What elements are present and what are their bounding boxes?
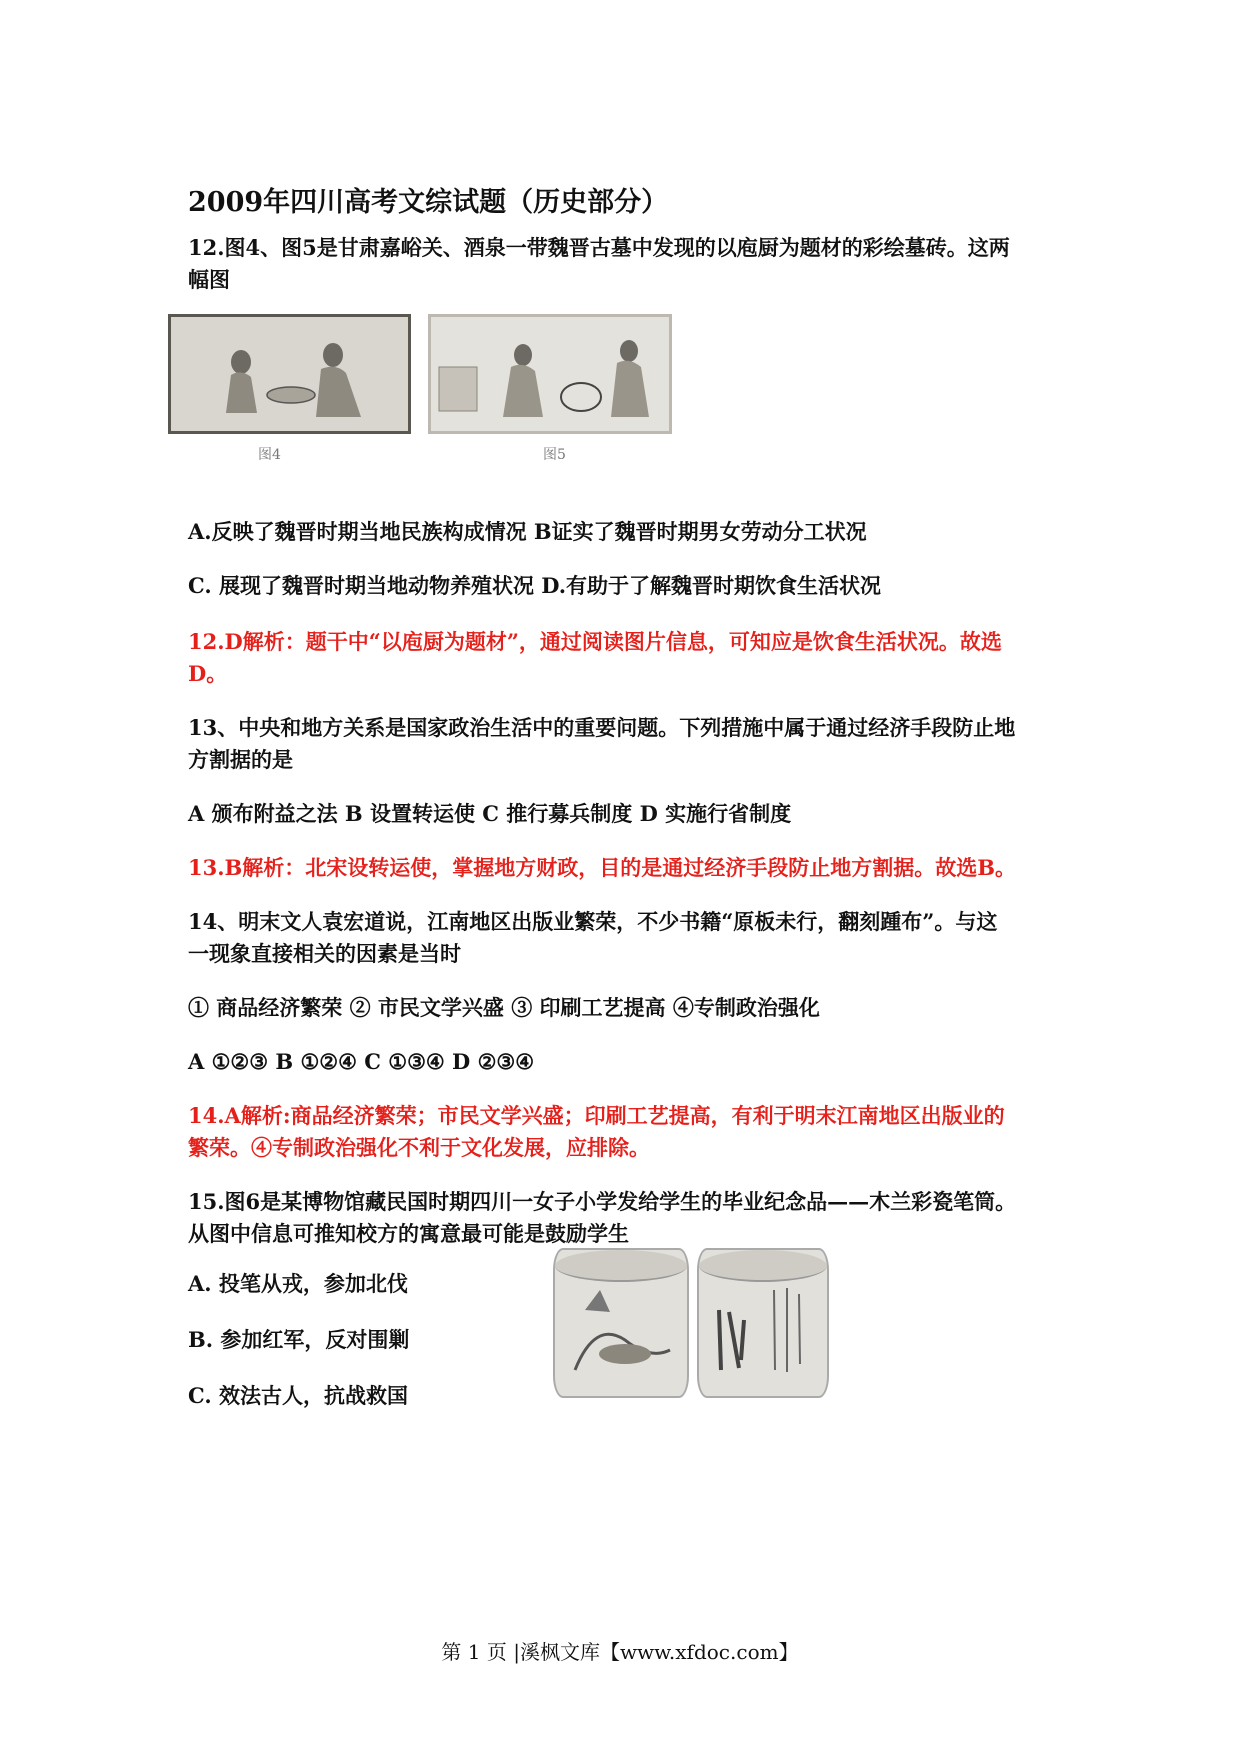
q13-stem-line1: 13、中央和地方关系是国家政治生活中的重要问题。下列措施中属于通过经济手段防止地	[188, 715, 1016, 740]
q12-stem-line1: 12.图4、图5是甘肃嘉峪关、酒泉一带魏晋古墓中发现的以庖厨为题材的彩绘墓砖。这两	[188, 235, 1010, 260]
q14-stem-line2: 一现象直接相关的因素是当时	[188, 941, 461, 966]
figure-4-image	[168, 314, 411, 434]
figure-4-drawing	[171, 317, 408, 431]
q12-answer-line1: 12.D解析：题干中“以庖厨为题材”，通过阅读图片信息，可知应是饮食生活状况。故选	[188, 629, 1002, 654]
q13-options: A 颁布附益之法 B 设置转运使 C 推行募兵制度 D 实施行省制度	[188, 801, 792, 826]
q12-options-line1: A.反映了魏晋时期当地民族构成情况 B证实了魏晋时期男女劳动分工状况	[188, 519, 867, 544]
q15-option-b: B. 参加红军，反对围剿	[188, 1327, 410, 1352]
figure-4-caption: 图4	[258, 447, 281, 463]
brush-pot-right-calligraphy	[699, 1250, 827, 1396]
q12-stem-line2: 幅图	[188, 267, 230, 292]
q14-options: A ①②③ B ①②④ C ①③④ D ②③④	[188, 1049, 535, 1074]
figure-5-image	[428, 314, 672, 434]
q14-answer-line1: 14.A解析:商品经济繁荣；市民文学兴盛；印刷工艺提高，有利于明末江南地区出版业的	[188, 1103, 1005, 1128]
q13-answer: 13.B解析：北宋设转运使，掌握地方财政，目的是通过经济手段防止地方割据。故选B。	[188, 855, 1017, 880]
q15-stem-line2: 从图中信息可推知校方的寓意最可能是鼓励学生	[188, 1221, 629, 1246]
figure-6-brush-pot-right	[697, 1248, 829, 1398]
q15-stem-line1: 15.图6是某博物馆藏民国时期四川一女子小学发给学生的毕业纪念品——木兰彩瓷笔筒。	[188, 1189, 1017, 1214]
q13-stem-line2: 方割据的是	[188, 747, 293, 772]
figure-5-caption: 图5	[543, 447, 566, 463]
figure-6-brush-pot-left	[553, 1248, 689, 1398]
page-title: 2009年四川高考文综试题（历史部分）	[188, 187, 669, 218]
figure-5-drawing	[431, 317, 669, 431]
q14-answer-line2: 繁荣。④专制政治强化不利于文化发展，应排除。	[188, 1135, 650, 1160]
q15-option-a: A. 投笔从戎，参加北伐	[188, 1271, 408, 1296]
q12-answer-line2: D。	[188, 661, 228, 686]
q12-options-line2: C. 展现了魏晋时期当地动物养殖状况 D.有助于了解魏晋时期饮食生活状况	[188, 573, 882, 598]
q15-option-c: C. 效法古人，抗战救国	[188, 1383, 408, 1408]
q14-stem-line1: 14、明末文人袁宏道说，江南地区出版业繁荣，不少书籍“原板未行，翻刻踵布”。与这	[188, 909, 998, 934]
page-footer: 第 1 页 |溪枫文库【www.xfdoc.com】	[441, 1640, 799, 1664]
brush-pot-left-painting	[555, 1250, 687, 1396]
q14-items: ① 商品经济繁荣 ② 市民文学兴盛 ③ 印刷工艺提高 ④专制政治强化	[188, 995, 820, 1020]
